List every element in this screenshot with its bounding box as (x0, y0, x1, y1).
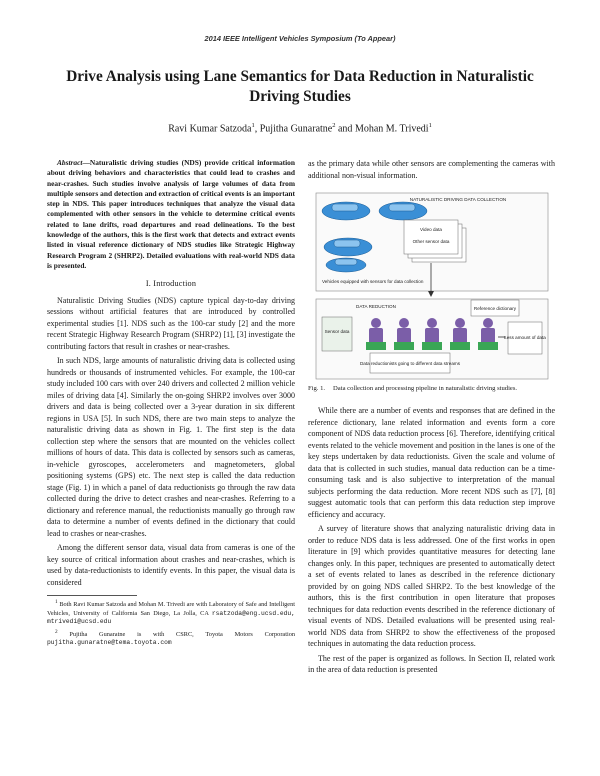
figure-caption-label: Fig. 1. (308, 385, 326, 392)
abstract-text: —Naturalistic driving studies (NDS) provide critical information about driving behaviors and characteristics that could lead to crashes and near-crashes. Such studies involve analysis of large volumes of data from multiple sensors and detection and extraction of critical events is an important step in NDS. This paper introduces techniques that analyze the visual data complemented with other sensors in the vehicle to determine critical events related to lane drifts, road departures and road delineations. To the best knowledge of the authors, this is the first work that detects and extract events listed in visual reference dictionary of NDS studies like Strategic Highway Research Program 2 (SHRP2). Detailed evaluations with real-world NDS data is presented. (47, 158, 295, 270)
abstract-label: Abstract (57, 158, 83, 167)
author-name: Mohan M. Trivedi (354, 123, 429, 135)
body-paragraph: The rest of the paper is organized as follows. In Section II, related work in the area of data reduction is presented (308, 653, 555, 675)
pipeline-diagram (308, 187, 555, 383)
author-name: Ravi Kumar Satzoda (168, 123, 252, 135)
less-data-label: Less amount of data (504, 335, 546, 340)
author-affiliation-mark: 2 (332, 122, 336, 129)
right-column (308, 158, 555, 679)
body-paragraph: While there are a number of events and responses that are defined in the reference dictionary, lane related information and events form a core component of NDS data reduction process [6]. Therefore, identifying critical events related to the vehicle movement and position in the lanes is one of the key steps undertaken by data reductionists. Given the scale and volume of data that is collected in such studies, manual data reduction can be a time-consuming task and is also subjective to interpretation of the manual subjects performing the data reduction. More recent NDS such as [7], [8] suggest automatic tools that can perform this data reduction step improve efficiency and accuracy. (308, 406, 555, 519)
author-affiliation-mark: 1 (428, 122, 432, 129)
body-paragraph: A survey of literature shows that analyzing naturalistic driving data in order to reduce NDS data is less addressed. One of the first works in open literature in [9] which provides quantitative measures for detecting lane changes only. In this paper, techniques are presented to automatically detect a set of events related to lanes as described in the reference dictionary provided by on going NDS called SHRP2. To the best knowledge of the authors, this is the first contribution in open literature that proposes techniques for data reduction events described in the reference dictionary of visual events of NDS. Detailed evaluations will be presented using real-world NDS data from SHRP2 to show the effectiveness of the proposed techniques in automating the data reduction process. (308, 524, 555, 649)
footnote-text: Both Ravi Kumar Satzoda and Mohan M. Trivedi are with Laboratory of Safe and Intelligent Vehicles, University of California San Diego, La Jolla, CA (47, 601, 295, 617)
car-icon (326, 258, 366, 272)
reduction-title: DATA REDUCTION (356, 304, 396, 309)
body-paragraph: In such NDS, large amounts of naturalistic driving data is collected using hundreds or thousands of instrumented vehicles. For example, the 100-car study included 100 cars with over 240 drivers and collected 2 million vehicle miles of driving data [4]. Similarly the on-going SHRP2 involves over 3000 drivers and data is being collected over a 3-year duration in six different regions in USA [5]. In such NDS, there are two main steps to analyze the naturalistic driving data as shown in Fig. 1. The first step is the data collection step where the sensors that are mounted on the vehicles collect millions of hours of data. This data is collected by sensors such as cameras, in-vehicle gyroscopes, accelerometers and magnetometers, global positioning systems (GPS) etc. The next step is called the data reduction stage (Fig. 1) in which a panel of data reductionists go through the raw data collected during the drive to detect crashes and near-crashes. Referring to a dictionary and reference manual, the reductionists manually go through raw data to determine a number of events defined in the dictionary that could lead to crashes or near-crashes. (47, 356, 295, 538)
car-icon (322, 202, 370, 220)
conference-header: 2014 IEEE Intelligent Vehicles Symposium (To Appear) (204, 34, 396, 43)
data-stack (404, 220, 458, 254)
body-paragraph: Among the different sensor data, visual data from cameras is one of the key source of critical information about crashes and near-crashes, which is used by data-reductionists to identify events. In this paper, the visual data is considered (47, 543, 295, 587)
left-column (47, 158, 295, 647)
arrow-head-icon (428, 291, 434, 297)
footnote (47, 628, 295, 648)
collection-title: NATURALISTIC DRIVING DATA COLLECTION (409, 197, 507, 202)
author-separator: , (254, 123, 260, 135)
author-name: Pujitha Gunaratne (259, 123, 333, 135)
sensor-data-box (322, 317, 352, 351)
footnote-email: rsatzoda@eng.ucsd.edu, mtrivedi@ucsd.edu (47, 609, 295, 625)
car-icon (324, 238, 372, 256)
dictionary-label: Reference dictionary (473, 306, 517, 311)
author-line (40, 122, 560, 134)
video-data-label: Video data (420, 227, 442, 232)
vehicles-label: Vehicles equipped with sensors for data collection (322, 279, 424, 284)
figure-caption-text: Data collection and processing pipeline in naturalistic driving studies. (333, 385, 518, 392)
footnote-mark: 1 (55, 599, 58, 606)
footnote-rule (47, 595, 137, 596)
figure-caption (308, 385, 555, 393)
footnote (47, 598, 295, 626)
car-icon (379, 202, 427, 220)
body-paragraph: as the primary data while other sensors are complementing the cameras with additional non-visual information. (308, 159, 555, 180)
section-heading: I. Introduction (145, 279, 197, 289)
figure-1 (308, 187, 555, 383)
reductionists-label: Data reductionists going to different data streams (359, 361, 461, 366)
body-paragraph: Naturalistic Driving Studies (NDS) capture typical day-to-day driving sessions without artificial features that are introduced by controlled experimental studies [1]. NDS such as the 100-car study [2] and the more recent Strategic Highway Research Program (SHRP2) [1], [3] investigate the contributing factors that result in crashes or near-crashes. (47, 295, 295, 351)
author-affiliation-mark: 1 (251, 122, 255, 129)
footnote-text: Pujitha Gunaratne is with CSRC, Toyota Motors Corporation (69, 631, 296, 639)
paper-title: Drive Analysis using Lane Semantics for Data Reduction in Naturalistic Driving Studies (66, 68, 534, 105)
abstract (47, 158, 295, 271)
footnote-email: pujitha.gunaratne@tema.toyota.com (47, 639, 172, 647)
author-separator: and (335, 123, 355, 135)
sensor-data-label: Sensor data (324, 329, 350, 334)
footnote-mark: 2 (55, 628, 58, 635)
other-sensor-label: Other sensor data (412, 239, 450, 244)
